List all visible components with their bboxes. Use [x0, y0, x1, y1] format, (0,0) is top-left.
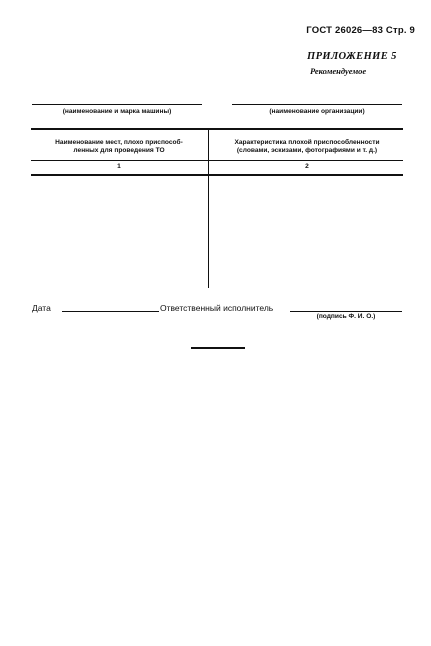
- column-2-header-line-1: Характеристика плохой приспособленности: [234, 139, 380, 146]
- column-1-header-line-1: Наименование мест, плохо приспособ-: [55, 139, 183, 146]
- machine-name-caption: (наименование и марка машины): [62, 108, 172, 115]
- table-column-divider: [208, 128, 209, 288]
- column-1-header-line-2: ленных для проведения ТО: [73, 147, 165, 154]
- column-1-entry-area[interactable]: [32, 177, 207, 287]
- column-2-entry-area[interactable]: [210, 177, 402, 287]
- column-2-number: 2: [305, 163, 309, 170]
- column-2-header-line-2: (словами, эскизами, фотографиями и т. д.): [236, 147, 378, 154]
- appendix-status: Рекомендуемое: [310, 66, 367, 76]
- signature-field-line[interactable]: [290, 311, 402, 312]
- table-number-rule: [31, 174, 403, 176]
- signature-caption: (подпись Ф. И. О.): [316, 313, 376, 320]
- organization-field-line[interactable]: [232, 104, 402, 105]
- table-header-rule: [31, 160, 403, 161]
- appendix-title: ПРИЛОЖЕНИЕ 5: [307, 51, 397, 62]
- machine-name-field-line[interactable]: [32, 104, 202, 105]
- column-2-header: [212, 139, 402, 155]
- responsible-label: Ответственный исполнитель: [160, 303, 274, 313]
- organization-caption: (наименование организации): [269, 108, 365, 115]
- date-field-line[interactable]: [62, 311, 159, 312]
- table-top-rule: [31, 128, 403, 130]
- date-label: Дата: [32, 303, 51, 313]
- column-1-header: [32, 139, 206, 155]
- column-1-number: 1: [117, 163, 121, 170]
- standard-page-header: ГОСТ 26026—83 Стр. 9: [306, 25, 415, 36]
- end-rule: [191, 347, 245, 349]
